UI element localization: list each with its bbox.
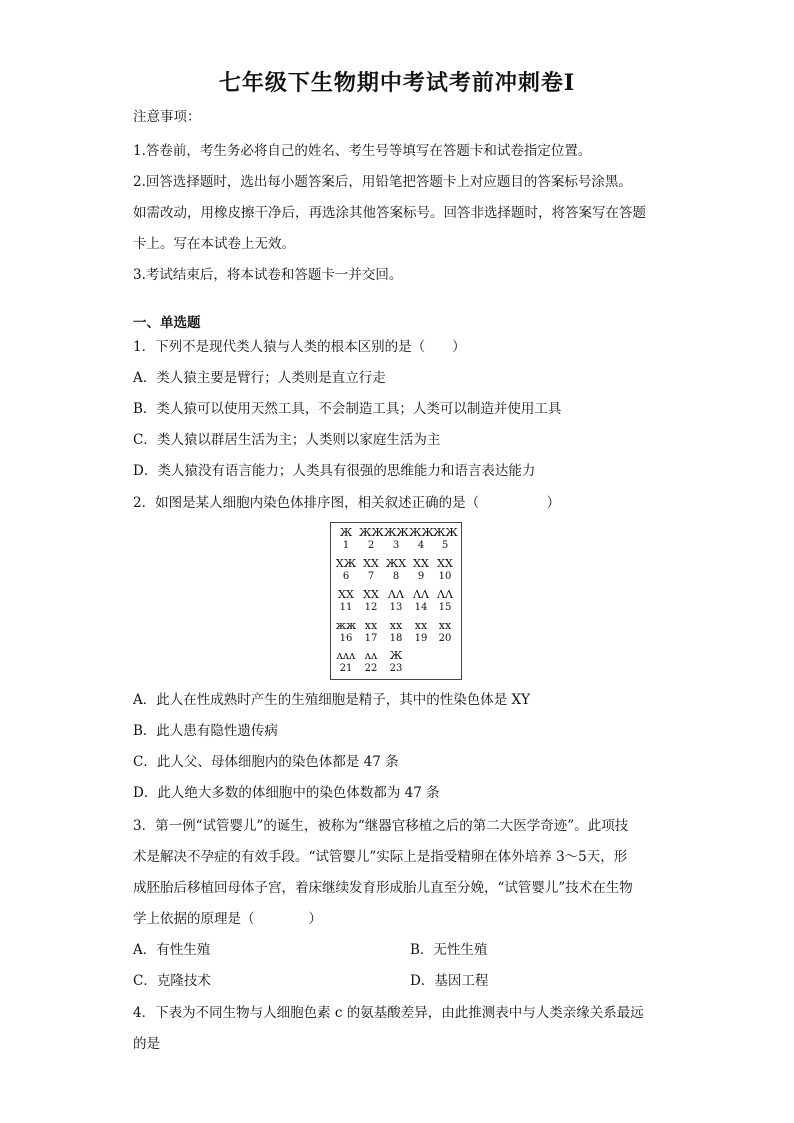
- chromosome-pair-icon: ХХ: [363, 588, 379, 601]
- chromosome-pair-icon: ЖХ: [385, 557, 407, 570]
- section-heading: 一、单选题: [133, 315, 201, 331]
- question-stem: 4．下表为不同生物与人细胞色素 c 的氨基酸差异，由此推测表中与人类亲缘关系最远: [133, 1005, 644, 1021]
- answer-option: A．类人猿主要是臂行；人类则是直立行走: [133, 370, 386, 386]
- answer-option: A．此人在性成熟时产生的生殖细胞是精子，其中的性染色体是 XY: [133, 692, 531, 708]
- chromosome-number: 13: [389, 602, 403, 613]
- chromosome-pair-icon: ᴧᴧ: [364, 649, 378, 662]
- answer-option: C．此人父、母体细胞内的染色体都是 47 条: [133, 754, 399, 770]
- chromosome-cell: [359, 649, 383, 675]
- answer-option: D．基因工程: [410, 973, 489, 989]
- chromosome-cell: [359, 588, 383, 614]
- chromosome-cell: [384, 526, 408, 552]
- chromosome-pair-icon: ЖЖ: [433, 526, 458, 539]
- chromosome-cell: [334, 557, 358, 583]
- chromosome-number: 23: [389, 663, 403, 674]
- chromosome-cell: [334, 649, 358, 675]
- answer-option: D．此人绝大多数的体细胞中的染色体数都为 47 条: [133, 785, 440, 801]
- chromosome-number: 7: [367, 571, 375, 582]
- chromosome-number: 6: [342, 571, 350, 582]
- notice-item: 1.答卷前，考生务必将自己的姓名、考生号等填写在答题卡和试卷指定位置。: [133, 143, 592, 159]
- page-title: 七年级下生物期中考试考前冲刺卷Ⅰ: [218, 70, 576, 96]
- chromosome-number: 10: [438, 571, 452, 582]
- chromosome-pair-icon: ΛΛ: [388, 588, 404, 601]
- chromosome-number: 17: [364, 633, 378, 644]
- karyotype-figure: [330, 522, 462, 680]
- chromosome-cell: [409, 619, 433, 645]
- question-stem: 的是: [133, 1036, 160, 1052]
- chromosome-number: 15: [438, 602, 452, 613]
- chromosome-number: 19: [414, 633, 428, 644]
- chromosome-pair-icon: хх: [389, 619, 403, 632]
- chromosome-number: 20: [438, 633, 452, 644]
- chromosome-pair-icon: ЖЖ: [409, 526, 434, 539]
- answer-option: D．类人猿没有语言能力；人类具有很强的思维能力和语言表达能力: [133, 463, 536, 479]
- chromosome-cell: [433, 588, 457, 614]
- chromosome-pair-icon: ЖЖ: [359, 526, 384, 539]
- chromosome-pair-icon: ХХ: [413, 557, 429, 570]
- question-stem: 2．如图是某人细胞内染色体排序图，相关叙述正确的是（ ）: [133, 495, 561, 511]
- chromosome-pair-icon: ХХ: [338, 588, 354, 601]
- chromosome-pair-icon: ХХ: [363, 557, 379, 570]
- karyotype-row: [331, 588, 461, 618]
- chromosome-number: 21: [339, 663, 353, 674]
- chromosome-number: 12: [364, 602, 378, 613]
- chromosome-cell: [384, 649, 408, 675]
- chromosome-cell: [409, 557, 433, 583]
- karyotype-row: [331, 557, 461, 587]
- chromosome-number: 2: [367, 540, 375, 551]
- question-stem: 成胚胎后移植回母体子宫，着床继续发育形成胎儿直至分娩，“试管婴儿”技术在生物: [133, 880, 633, 896]
- answer-option: B．此人患有隐性遗传病: [133, 723, 278, 739]
- answer-option: C．类人猿以群居生活为主；人类则以家庭生活为主: [133, 432, 441, 448]
- chromosome-number: 4: [417, 540, 425, 551]
- answer-option: B．无性生殖: [410, 942, 488, 958]
- notice-item: 如需改动，用橡皮擦干净后，再选涂其他答案标号。回答非选择题时，将答案写在答题: [133, 205, 646, 221]
- question-stem: 1．下列不是现代类人猿与人类的根本区别的是（ ）: [133, 339, 466, 355]
- notice-heading: 注意事项：: [133, 109, 201, 125]
- chromosome-pair-icon: ᴧᴧᴧ: [336, 649, 356, 662]
- chromosome-number: 22: [364, 663, 378, 674]
- notice-item: 2.回答选择题时，选出每小题答案后，用铅笔把答题卡上对应题目的答案标号涂黑。: [133, 174, 632, 190]
- question-stem: 术是解决不孕症的有效手段。“试管婴儿”实际上是指受精卵在体外培养 3～5天，形: [133, 849, 628, 865]
- chromosome-cell: [433, 619, 457, 645]
- chromosome-pair-icon: Ж: [339, 526, 353, 539]
- chromosome-number: 11: [339, 602, 353, 613]
- chromosome-number: 8: [392, 571, 400, 582]
- chromosome-cell: [409, 588, 433, 614]
- chromosome-cell: [433, 557, 457, 583]
- chromosome-pair-icon: ΛΛ: [437, 588, 453, 601]
- chromosome-cell: [409, 526, 433, 552]
- karyotype-row: [331, 619, 461, 649]
- chromosome-pair-icon: жж: [335, 619, 357, 632]
- chromosome-cell: [384, 557, 408, 583]
- chromosome-pair-icon: хх: [414, 619, 428, 632]
- answer-option: A．有性生殖: [133, 942, 211, 958]
- chromosome-cell: [334, 526, 358, 552]
- question-stem: 3．第一例“试管婴儿”的诞生，被称为“继器官移植之后的第二大医学奇迹”。此项技: [133, 818, 629, 834]
- notice-item: 3.考试结束后，将本试卷和答题卡一并交回。: [133, 267, 403, 283]
- chromosome-number: 3: [392, 540, 400, 551]
- chromosome-pair-icon: ХЖ: [335, 557, 357, 570]
- chromosome-pair-icon: ЖЖ: [384, 526, 409, 539]
- chromosome-pair-icon: хх: [438, 619, 452, 632]
- chromosome-number: 16: [339, 633, 353, 644]
- chromosome-pair-icon: хх: [364, 619, 378, 632]
- chromosome-number: 1: [342, 540, 350, 551]
- answer-option: C．克隆技术: [133, 973, 211, 989]
- chromosome-pair-icon: ХХ: [437, 557, 453, 570]
- chromosome-number: 5: [441, 540, 449, 551]
- karyotype-row: [331, 526, 461, 556]
- chromosome-cell: [359, 526, 383, 552]
- chromosome-cell: [433, 526, 457, 552]
- chromosome-cell: [359, 557, 383, 583]
- karyotype-row: [331, 649, 461, 679]
- answer-option: B．类人猿可以使用天然工具，不会制造工具；人类可以制造并使用工具: [133, 401, 562, 417]
- chromosome-cell: [334, 588, 358, 614]
- chromosome-number: 18: [389, 633, 403, 644]
- chromosome-number: 9: [417, 571, 425, 582]
- chromosome-cell: [334, 619, 358, 645]
- chromosome-number: 14: [414, 602, 428, 613]
- chromosome-cell: [384, 619, 408, 645]
- chromosome-cell: [384, 588, 408, 614]
- chromosome-cell: [359, 619, 383, 645]
- question-stem: 学上依据的原理是（ ）: [133, 911, 322, 927]
- chromosome-pair-icon: Ж: [389, 649, 403, 662]
- chromosome-pair-icon: ΛΛ: [413, 588, 429, 601]
- notice-item: 卡上。写在本试卷上无效。: [133, 236, 295, 252]
